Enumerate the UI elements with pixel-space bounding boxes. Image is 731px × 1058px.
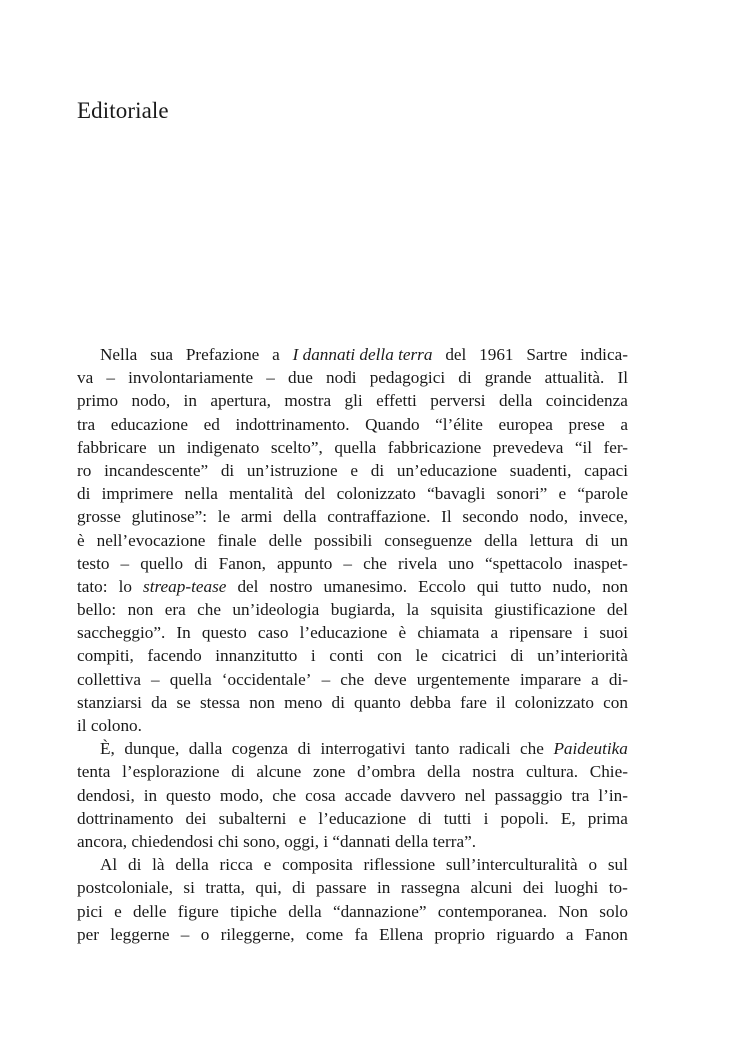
text-word: nudo,	[552, 576, 592, 596]
text-word: del	[606, 600, 628, 620]
text-word: facendo	[147, 646, 202, 666]
text-word: composita	[282, 855, 353, 875]
text-word: ripensare	[509, 623, 573, 643]
text-word: tutto	[509, 576, 542, 596]
text-word: alcuni	[470, 878, 513, 898]
text-word: chiedendosi	[131, 831, 214, 851]
text-word: oggi,	[284, 831, 320, 851]
text-word: le	[415, 646, 428, 666]
text-word: del	[304, 484, 326, 504]
text-line	[77, 575, 628, 598]
text-line	[77, 737, 628, 760]
text-word: e	[114, 901, 122, 921]
text-word: di	[510, 646, 524, 666]
text-word: pedagogici	[369, 368, 446, 388]
text-word: i	[583, 623, 589, 643]
text-word: È,	[100, 739, 115, 759]
text-word: chi	[217, 831, 239, 851]
text-word: da	[151, 692, 168, 712]
italic-title-word: I dannati della terra	[292, 345, 433, 364]
text-line	[77, 482, 628, 505]
text-word: educazione	[110, 414, 189, 434]
text-word: di	[127, 855, 142, 875]
text-word: rassegna	[400, 878, 460, 898]
text-word: nostro	[269, 576, 313, 596]
text-word: chiamata	[417, 623, 480, 643]
text-word: quanto	[354, 692, 401, 712]
text-word: bugiarda,	[330, 600, 396, 620]
text-word: di	[370, 460, 385, 480]
text-line	[77, 343, 628, 366]
text-word: luoghi	[554, 878, 599, 898]
text-word: armi	[240, 507, 273, 527]
italic-title-word: streap-tease	[143, 576, 227, 596]
text-word: attualità.	[544, 368, 605, 388]
text-word: Nella	[100, 345, 138, 364]
text-word: figure	[177, 901, 219, 921]
text-word: dalla	[188, 739, 223, 759]
text-word: va	[77, 368, 94, 388]
text-word: colonizzato	[514, 692, 594, 712]
text-word: prima	[587, 808, 628, 828]
text-word: i	[483, 808, 489, 828]
text-word: lettura	[529, 530, 574, 550]
text-word: secondo	[462, 507, 519, 527]
text-word: conti	[329, 646, 364, 666]
text-word: “il	[574, 437, 593, 457]
text-word: appunto	[276, 553, 333, 573]
text-line	[77, 691, 628, 714]
text-word: “spettacolo	[485, 553, 563, 573]
text-word: zone	[312, 762, 346, 782]
text-word: cogenza	[231, 739, 289, 759]
text-word: il	[77, 716, 87, 735]
text-word: involontariamente	[128, 368, 254, 388]
italic-title-word: Paideutika	[553, 739, 628, 759]
text-word: innanzitutto	[215, 646, 298, 666]
text-word: interrogativi	[320, 739, 406, 759]
text-word: radicali	[458, 739, 511, 759]
text-word: stessa	[199, 692, 241, 712]
text-word: di	[194, 553, 208, 573]
text-word: come	[305, 924, 344, 944]
text-word: to-	[608, 878, 628, 898]
text-line	[77, 389, 628, 412]
text-word: Fanon,	[218, 553, 266, 573]
text-word: passaggio	[494, 785, 563, 805]
text-word: di	[231, 762, 245, 782]
text-word: per	[77, 924, 99, 944]
text-word: –	[106, 368, 115, 388]
text-word: –	[151, 669, 160, 689]
text-word: a	[620, 414, 628, 434]
text-word: qui	[476, 576, 499, 596]
text-word: in	[183, 391, 197, 411]
text-word: stanziarsi	[77, 692, 142, 712]
text-word: meno	[284, 692, 323, 712]
text-word: questo	[201, 623, 247, 643]
text-word: accade	[344, 785, 392, 805]
text-word: quella	[169, 669, 212, 689]
text-word: dottrinamento	[77, 808, 174, 828]
text-word: e	[558, 484, 567, 504]
text-word: mostra	[284, 391, 332, 411]
text-word: contraffazione.	[327, 507, 431, 527]
text-word: rileggerne,	[220, 924, 295, 944]
text-line	[77, 807, 628, 830]
text-word: passare	[315, 878, 367, 898]
text-word: nel	[464, 785, 486, 805]
text-word: riflessione	[363, 855, 436, 875]
text-line	[77, 923, 628, 946]
page-title: Editoriale	[77, 98, 169, 123]
text-word: indigenato	[186, 437, 260, 457]
text-word: e	[298, 808, 307, 828]
text-word: a	[490, 623, 499, 643]
text-word: bello:	[77, 600, 117, 620]
text-word: compiti,	[77, 646, 134, 666]
text-word: a	[272, 345, 280, 364]
text-word: Al	[100, 855, 118, 875]
text-word: postcoloniale,	[77, 878, 173, 898]
text-word: glutinose”:	[131, 507, 208, 527]
text-word: finale	[217, 530, 257, 550]
text-word: tratta,	[205, 878, 245, 898]
text-word: gli	[344, 391, 363, 411]
text-word: l’educazione	[318, 808, 407, 828]
text-word: deve	[374, 669, 407, 689]
text-word: nell’evocazione	[96, 530, 206, 550]
text-word: subalterni	[218, 808, 287, 828]
text-word: nodo,	[529, 507, 569, 527]
text-word: “dannati	[332, 831, 391, 851]
text-word: delle	[268, 530, 302, 550]
text-word: Ellena	[379, 924, 424, 944]
text-word: riguardo	[496, 924, 555, 944]
text-line	[77, 552, 628, 575]
text-word: indica-	[580, 345, 628, 364]
text-line	[77, 436, 628, 459]
text-word: di	[292, 878, 306, 898]
text-word: dei	[185, 808, 207, 828]
text-word: Chie-	[589, 762, 628, 782]
text-word: colono.	[90, 716, 142, 735]
text-word: perversi	[430, 391, 486, 411]
text-word: delle	[133, 901, 167, 921]
text-word: nodi	[326, 368, 357, 388]
text-word: sua	[150, 345, 173, 364]
text-word: Sartre	[526, 345, 568, 364]
text-word: cosa	[305, 785, 336, 805]
text-word: di	[220, 460, 235, 480]
text-word: il	[496, 692, 506, 712]
text-word: di	[331, 692, 345, 712]
text-word: Il	[441, 507, 452, 527]
text-line	[77, 876, 628, 899]
text-word: in	[143, 785, 158, 805]
text-word: questo	[166, 785, 211, 805]
text-word: che	[197, 600, 221, 620]
text-word: di	[585, 530, 599, 550]
text-word: della	[175, 855, 209, 875]
text-word: terra”.	[432, 831, 477, 851]
text-word: d’ombra	[357, 762, 416, 782]
text-word: possibili	[313, 530, 373, 550]
text-word: un’educazione	[396, 460, 498, 480]
text-word: umanesimo.	[323, 576, 408, 596]
text-word: inaspet-	[573, 553, 628, 573]
text-word: indottrinamento.	[235, 414, 350, 434]
text-word: o	[200, 924, 210, 944]
text-word: della	[288, 901, 322, 921]
text-word: apertura,	[210, 391, 271, 411]
text-word: a	[565, 924, 574, 944]
text-word: giustificazione	[494, 600, 596, 620]
text-word: urgentemente	[416, 669, 510, 689]
text-word: Non	[558, 901, 588, 921]
text-word: se	[176, 692, 191, 712]
text-word: o	[588, 855, 598, 875]
text-word: imparare	[520, 669, 582, 689]
text-line	[77, 714, 628, 737]
text-word: debba	[409, 692, 452, 712]
text-word: si	[183, 878, 195, 898]
text-word: pici	[77, 901, 103, 921]
text-word: suadenti,	[509, 460, 572, 480]
text-word: mentalità	[229, 484, 294, 504]
text-word: della	[498, 391, 533, 411]
text-word: proprio	[434, 924, 486, 944]
text-word: sonori”	[496, 484, 548, 504]
text-word: e	[263, 855, 272, 875]
text-word: della	[394, 831, 429, 851]
text-word: nodo,	[131, 391, 171, 411]
text-word: un	[158, 437, 176, 457]
text-word: collettiva	[77, 669, 141, 689]
text-word: quella	[334, 437, 377, 457]
text-word: della	[484, 530, 518, 550]
text-word: –	[321, 669, 331, 689]
text-word: che	[363, 553, 387, 573]
text-word: e	[350, 460, 358, 480]
text-word: conseguenze	[384, 530, 473, 550]
editorial-body-text	[77, 343, 628, 946]
text-word: sono,	[243, 831, 280, 851]
text-word: i	[323, 831, 329, 851]
text-line	[77, 830, 628, 853]
text-word: ‘occidentale’	[221, 669, 312, 689]
text-word: squisita	[430, 600, 483, 620]
text-word: di	[418, 808, 432, 828]
text-word: della	[283, 507, 317, 527]
text-word: là	[152, 855, 165, 875]
text-line	[77, 644, 628, 667]
text-word: alcune	[256, 762, 302, 782]
text-word: modo,	[219, 785, 264, 805]
text-word: prevedeva	[492, 437, 564, 457]
text-word: “bavagli	[427, 484, 486, 504]
text-word: l’educazione	[299, 623, 388, 643]
text-word: di	[77, 484, 91, 504]
text-word: –	[120, 553, 130, 573]
text-word: non	[602, 576, 628, 596]
text-line	[77, 784, 628, 807]
text-word: –	[180, 924, 190, 944]
text-word: con	[377, 646, 402, 666]
text-word: qui,	[255, 878, 282, 898]
text-word: caso	[257, 623, 289, 643]
text-word: di	[297, 739, 311, 759]
text-word: nella	[184, 484, 218, 504]
text-word: era	[164, 600, 186, 620]
text-word: la	[406, 600, 419, 620]
text-word: ro	[77, 460, 92, 480]
text-word: i	[310, 646, 316, 666]
text-line	[77, 505, 628, 528]
text-word: incandescente”	[104, 460, 209, 480]
text-word: lo	[118, 576, 132, 596]
text-word: dunque,	[124, 739, 180, 759]
text-word: E,	[560, 808, 576, 828]
text-line	[77, 900, 628, 923]
text-word: 1961	[479, 345, 514, 364]
text-word: fa	[354, 924, 368, 944]
text-word: è	[398, 623, 407, 643]
text-word: tutti	[443, 808, 472, 828]
text-word: effetti	[376, 391, 417, 411]
text-word: prese	[568, 414, 605, 434]
text-word: di-	[608, 669, 628, 689]
text-word: fare	[460, 692, 487, 712]
text-word: tipiche	[230, 901, 277, 921]
text-word: “dannazione”	[332, 901, 427, 921]
text-word: popoli.	[500, 808, 549, 828]
text-word: nostra	[472, 762, 515, 782]
text-word: un’ideologia	[232, 600, 320, 620]
text-word: tanto	[415, 739, 450, 759]
text-word: un’interiorità	[537, 646, 628, 666]
text-word: che	[520, 739, 544, 759]
text-word: grande	[484, 368, 532, 388]
text-line	[77, 598, 628, 621]
text-word: un	[610, 530, 628, 550]
text-word: europea	[498, 414, 553, 434]
text-word: sul	[607, 855, 628, 875]
text-word: l’esplorazione	[122, 762, 220, 782]
text-word: davvero	[400, 785, 456, 805]
text-word: uno	[448, 553, 474, 573]
text-word: della	[427, 762, 461, 782]
text-word: tra	[77, 414, 96, 434]
text-word: scelto”,	[270, 437, 323, 457]
text-word: Il	[617, 368, 628, 388]
text-word: ancora,	[77, 831, 128, 851]
text-word: fabbricazione	[387, 437, 482, 457]
text-word: non	[127, 600, 154, 620]
text-word: tato:	[77, 576, 108, 596]
text-word: fer-	[603, 437, 628, 457]
text-line	[77, 760, 628, 783]
text-word: In	[176, 623, 191, 643]
text-word: cicatrici	[441, 646, 497, 666]
text-word: cultura.	[525, 762, 579, 782]
text-word: Fanon	[584, 924, 628, 944]
text-word: ed	[203, 414, 220, 434]
text-word: del	[237, 576, 259, 596]
text-line	[77, 529, 628, 552]
text-word: di	[458, 368, 472, 388]
text-word: ricca	[219, 855, 253, 875]
text-word: Quando	[365, 414, 420, 434]
text-word: è	[77, 530, 85, 550]
text-word: a	[591, 669, 599, 689]
text-word: tra	[571, 785, 590, 805]
text-word: “l’élite	[435, 414, 483, 434]
text-word: che	[340, 669, 365, 689]
text-word: solo	[599, 901, 628, 921]
text-word: –	[266, 368, 275, 388]
text-word: fabbricare	[77, 437, 147, 457]
text-word: leggerne	[110, 924, 170, 944]
text-word: dendosi,	[77, 785, 135, 805]
text-word: non	[249, 692, 275, 712]
text-word: primo	[77, 391, 119, 411]
text-line	[77, 668, 628, 691]
text-word: invece,	[578, 507, 628, 527]
text-word: l’in-	[598, 785, 628, 805]
text-line	[77, 413, 628, 436]
text-word: tenta	[77, 762, 111, 782]
text-word: coincidenza	[545, 391, 628, 411]
text-line	[77, 459, 628, 482]
text-word: un’istruzione	[246, 460, 338, 480]
text-word: Eccolo	[418, 576, 466, 596]
text-word: che	[272, 785, 297, 805]
text-word: “parole	[577, 484, 628, 504]
text-word: del	[445, 345, 467, 364]
text-word: in	[376, 878, 391, 898]
text-word: –	[343, 553, 353, 573]
text-word: quello	[140, 553, 184, 573]
text-word: due	[288, 368, 313, 388]
text-word: suoi	[599, 623, 628, 643]
text-word: dei	[522, 878, 544, 898]
text-word: imprimere	[101, 484, 174, 504]
text-line	[77, 853, 628, 876]
text-line	[77, 621, 628, 644]
text-word: saccheggio”.	[77, 623, 166, 643]
text-word: grosse	[77, 507, 121, 527]
text-word: contemporanea.	[437, 901, 548, 921]
text-word: testo	[77, 553, 110, 573]
text-word: Prefazione	[185, 345, 260, 364]
text-word: con	[603, 692, 628, 712]
text-word: rivela	[398, 553, 438, 573]
text-word: capaci	[584, 460, 628, 480]
text-word: sull’interculturalità	[445, 855, 578, 875]
text-word: le	[217, 507, 231, 527]
text-word: colonizzato	[336, 484, 416, 504]
text-line	[77, 366, 628, 389]
